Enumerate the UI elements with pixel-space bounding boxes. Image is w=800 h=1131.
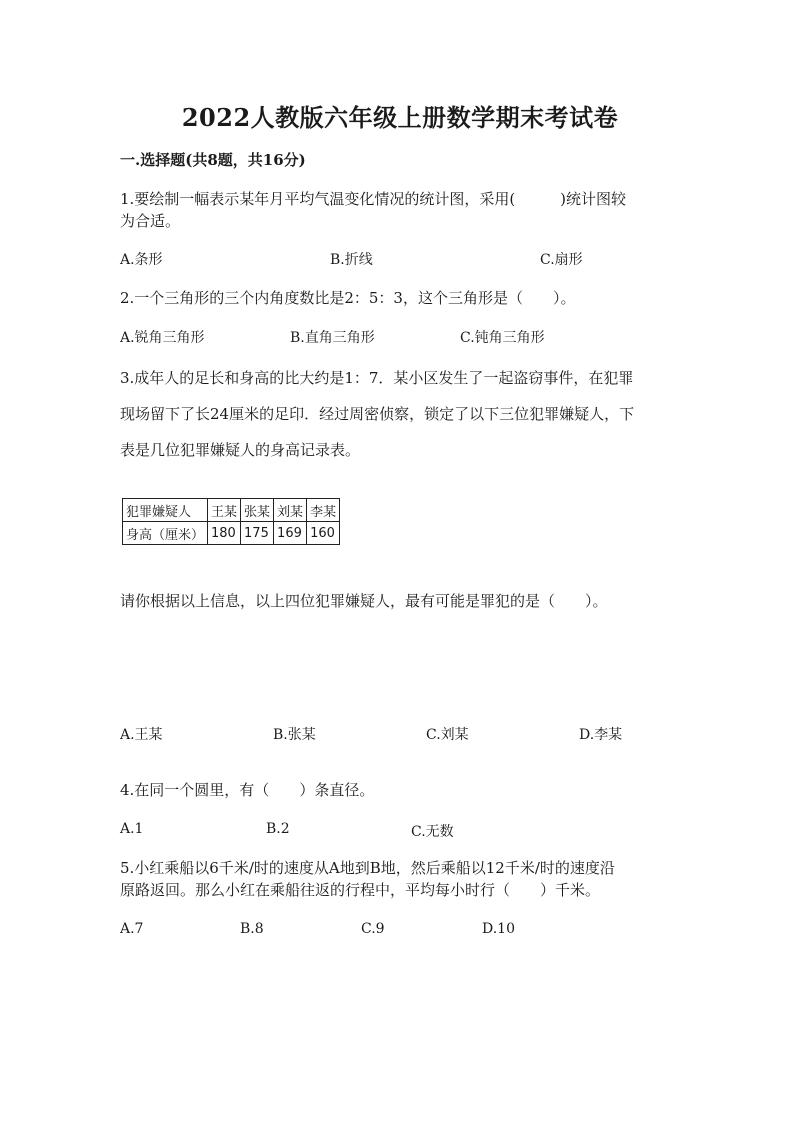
question-3-text: 3.成年人的足长和身高的比大约是1：7．某小区发生了一起盗窃事件，在犯罪 [120, 369, 634, 387]
q3-option-d: D.李某 [579, 727, 623, 743]
question-2-text: 2.一个三角形的三个内角度数比是2：5：3，这个三角形是（ ）。 [120, 289, 576, 307]
q3-option-b: B.张某 [273, 727, 316, 743]
q2-option-a: A.锐角三角形 [120, 330, 205, 346]
q5-option-b: B.8 [240, 921, 264, 937]
q5-option-c: C.9 [361, 921, 385, 937]
question-3-prompt: 请你根据以上信息，以上四位犯罪嫌疑人，最有可能是罪犯的是（ ）。 [120, 592, 608, 610]
question-1-text: 1.要绘制一幅表示某年月平均气温变化情况的统计图，采用( )统计图较 [120, 190, 627, 208]
q5-option-a: A.7 [120, 921, 144, 937]
table-cell: 李某 [307, 499, 340, 522]
q4-option-b: B.2 [266, 821, 290, 837]
question-3-text-cont2: 表是几位犯罪嫌疑人的身高记录表。 [120, 441, 361, 459]
q1-option-a: A.条形 [120, 252, 163, 268]
table-cell: 身高（厘米） [123, 522, 208, 545]
question-4-text: 4.在同一个圆里，有（ ）条直径。 [120, 781, 375, 799]
table-row [123, 499, 340, 522]
table-cell: 175 [241, 522, 274, 545]
section-heading: 一.选择题(共8题，共16分) [120, 151, 306, 169]
table-cell: 王某 [208, 499, 241, 522]
table-row [123, 522, 340, 545]
table-cell: 180 [208, 522, 241, 545]
q2-option-b: B.直角三角形 [290, 330, 375, 346]
q1-option-c: C.扇形 [540, 252, 583, 268]
question-1-text-cont: 为合适。 [120, 212, 181, 230]
height-table [122, 498, 340, 545]
q3-option-a: A.王某 [120, 727, 163, 743]
page-title: 2022人教版六年级上册数学期末考试卷 [181, 103, 619, 132]
question-5-text-cont: 原路返回。那么小红在乘船往返的行程中，平均每小时行（ ）千米。 [120, 881, 601, 899]
table-cell: 犯罪嫌疑人 [123, 499, 208, 522]
question-3-text-cont: 现场留下了长24厘米的足印．经过周密侦察，锁定了以下三位犯罪嫌疑人，下 [120, 405, 635, 423]
q5-option-d: D.10 [482, 921, 515, 937]
q4-option-a: A.1 [120, 821, 144, 837]
table-cell: 160 [307, 522, 340, 545]
table-cell: 刘某 [274, 499, 307, 522]
q3-option-c: C.刘某 [426, 727, 469, 743]
q2-option-c: C.钝角三角形 [460, 330, 545, 346]
q4-option-c: C.无数 [411, 824, 454, 840]
table-cell: 张某 [241, 499, 274, 522]
table-cell: 169 [274, 522, 307, 545]
question-5-text: 5.小红乘船以6千米/时的速度从A地到B地，然后乘船以12千米/时的速度沿 [120, 859, 615, 877]
q1-option-b: B.折线 [330, 252, 373, 268]
